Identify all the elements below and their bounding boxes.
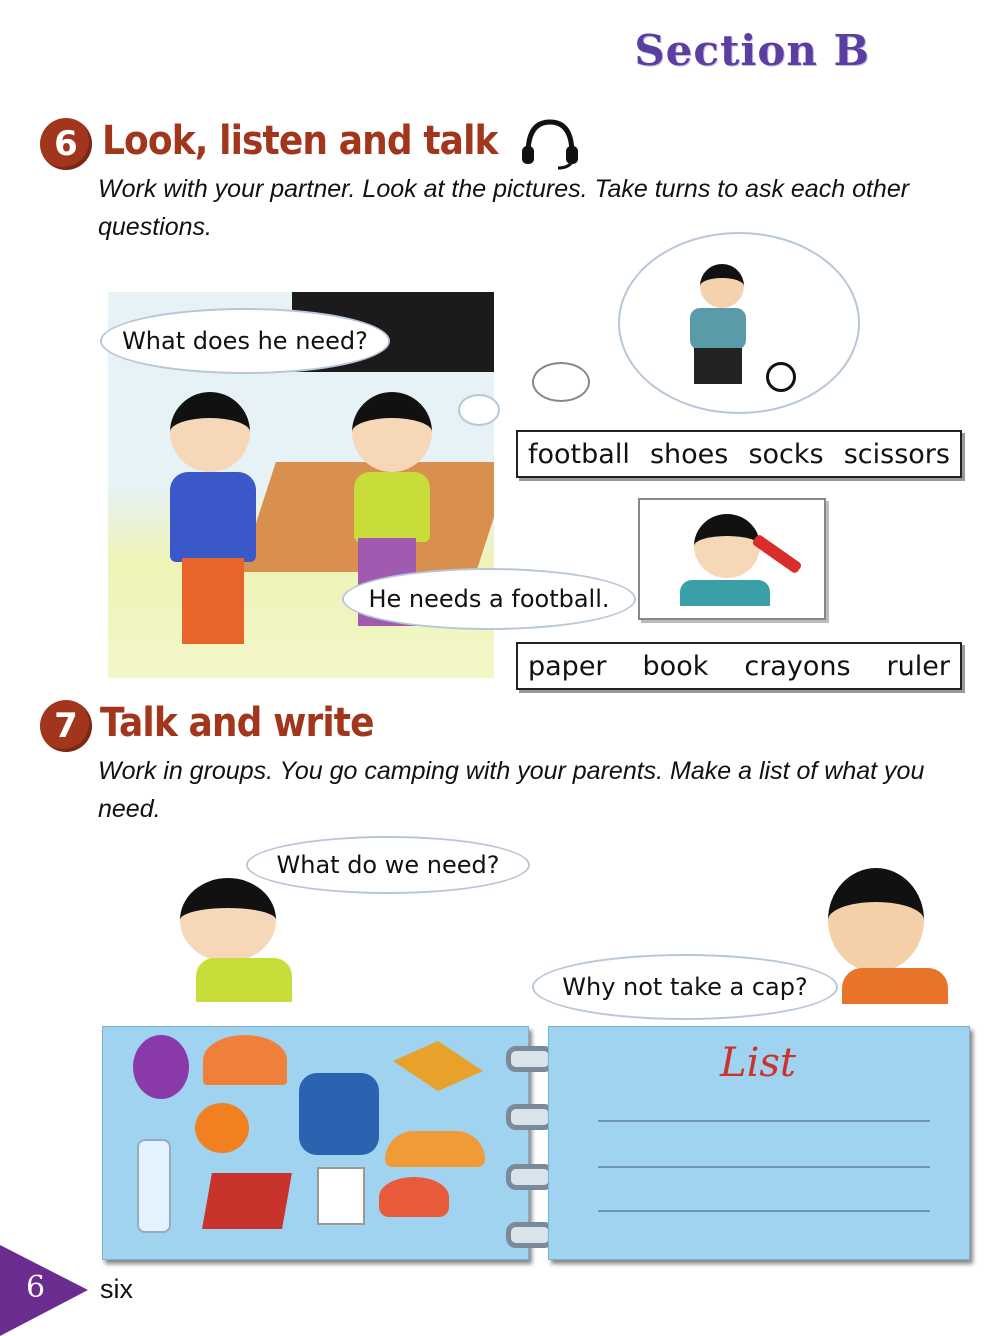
orange-icon [195, 1103, 249, 1153]
boy-head [700, 264, 744, 308]
backpack-icon [299, 1073, 379, 1155]
girl-right-jacket [354, 472, 430, 542]
book-icon [202, 1173, 292, 1229]
notebook-ring [506, 1046, 554, 1072]
exercise-6-instruction: Work with your partner. Look at the pictures. Take turns to ask each other questions. [98, 175, 910, 241]
girl-right-head [352, 392, 432, 472]
speech-bubble-question: What does he need? [100, 308, 390, 374]
word-football: football [528, 438, 630, 470]
list-write-line[interactable] [598, 1166, 930, 1168]
word-box-1 [516, 430, 962, 478]
notebook-left-page [102, 1026, 529, 1260]
page-number: 6 [26, 1270, 46, 1305]
list-write-line[interactable] [598, 1120, 930, 1122]
thought-bubble-boy-football [618, 232, 860, 414]
grapes-icon [133, 1035, 189, 1099]
cap-icon [379, 1177, 449, 1217]
thought-bubble-small [458, 394, 500, 426]
notebook-ring [506, 1164, 554, 1190]
exercise-7-instruction: Work in groups. You go camping with your parents. Make a list of what you need. [98, 757, 925, 823]
boy-trousers [694, 348, 742, 384]
exercise-7-title: Talk and write [100, 700, 374, 746]
word-socks: socks [748, 438, 824, 470]
word-paper: paper [528, 650, 607, 682]
picture-card-girl-crayon [638, 498, 826, 620]
exercise-7-number-badge: 7 [40, 700, 92, 752]
word-crayons: crayons [744, 650, 851, 682]
girl-head [180, 878, 276, 962]
exercise-6-number-badge: 6 [40, 118, 92, 170]
word-box-2 [516, 642, 962, 690]
headphones-icon [518, 116, 582, 170]
section-title: Section B [634, 26, 870, 75]
speech-bubble-girl: What do we need? [246, 836, 530, 894]
word-book: book [642, 650, 709, 682]
word-shoes: shoes [649, 438, 729, 470]
girl-face [694, 514, 760, 578]
list-write-line[interactable] [598, 1210, 930, 1212]
football-icon [766, 362, 796, 392]
list-title: List [720, 1040, 796, 1086]
thought-bubble-dot [532, 362, 590, 402]
boy-head [828, 868, 924, 972]
girl-left-head [170, 392, 250, 472]
tent-icon [203, 1035, 287, 1085]
notebook-ring [506, 1222, 554, 1248]
speech-bubble-answer: He needs a football. [342, 568, 636, 630]
girl-left-trousers [182, 558, 244, 644]
bread-icon [385, 1131, 485, 1167]
milk-carton-icon [317, 1167, 365, 1225]
notebook-ring [506, 1104, 554, 1130]
word-scissors: scissors [843, 438, 950, 470]
girl-collar [680, 580, 770, 606]
girl-left-sweater [170, 472, 256, 562]
page-word: six [100, 1274, 133, 1304]
girl-jacket [196, 958, 292, 1002]
crayon-icon [751, 534, 802, 575]
boy-shirt [842, 968, 948, 1004]
speech-bubble-boy: Why not take a cap? [532, 954, 838, 1020]
water-bottle-icon [137, 1139, 171, 1233]
boy-shirt [690, 308, 746, 350]
kite-bird-icon [393, 1041, 483, 1091]
word-ruler: ruler [886, 650, 950, 682]
exercise-6-title: Look, listen and talk [102, 118, 498, 164]
